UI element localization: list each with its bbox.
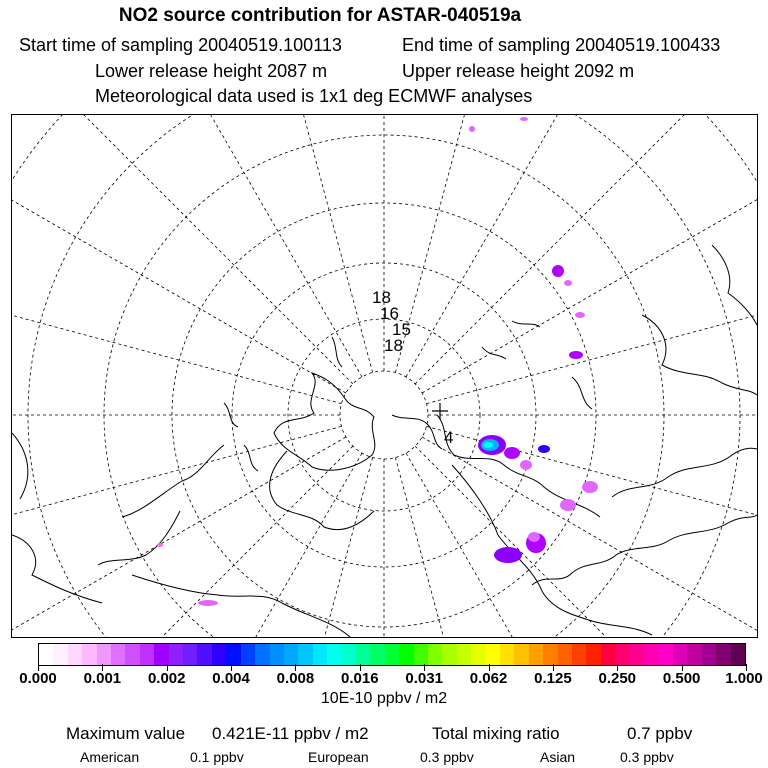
upper-release-label: Upper release height 2092 m bbox=[402, 61, 635, 81]
max-value: 0.421E-11 ppbv / m2 bbox=[212, 724, 369, 743]
color-scale-tick-label: 0.500 bbox=[662, 670, 701, 687]
color-swatch bbox=[558, 644, 572, 665]
color-scale-tick-label: 0.008 bbox=[276, 670, 315, 687]
total-mixing-label: Total mixing ratio bbox=[432, 724, 560, 743]
color-swatch bbox=[543, 644, 557, 665]
meridian-line bbox=[427, 182, 757, 404]
color-scale-tick-label: 0.002 bbox=[147, 670, 186, 687]
region-value-european: 0.3 ppbv bbox=[420, 749, 474, 765]
max-value-label: Maximum value bbox=[66, 724, 186, 743]
track-label: 16 bbox=[380, 304, 399, 323]
region-value-asian: 0.3 ppbv bbox=[620, 749, 674, 765]
color-swatch bbox=[313, 644, 327, 665]
meridian-line bbox=[406, 453, 757, 637]
color-scale-units: 10E-10 ppbv / m2 bbox=[320, 690, 448, 707]
start-time-label: Start time of sampling 20040519.100113 bbox=[19, 35, 342, 55]
meridian-line bbox=[12, 426, 341, 637]
color-swatch bbox=[125, 644, 139, 665]
chart-title: NO2 source contribution for ASTAR-040519a bbox=[118, 5, 522, 26]
color-swatch bbox=[500, 644, 514, 665]
color-swatch bbox=[82, 644, 96, 665]
map-canvas bbox=[12, 115, 757, 637]
color-scale-tick-label: 0.031 bbox=[405, 670, 443, 687]
meridian-line bbox=[151, 115, 373, 372]
color-swatch bbox=[111, 644, 125, 665]
color-swatch bbox=[414, 644, 428, 665]
color-swatch bbox=[399, 644, 413, 665]
color-swatch bbox=[615, 644, 629, 665]
color-swatch bbox=[731, 644, 745, 665]
meridian-line bbox=[415, 115, 757, 384]
color-swatch bbox=[255, 644, 269, 665]
meridian-line bbox=[12, 446, 353, 637]
color-swatch bbox=[356, 644, 370, 665]
color-swatch bbox=[68, 644, 82, 665]
meridian-line bbox=[422, 437, 757, 637]
meridian-line bbox=[395, 115, 617, 372]
color-swatch bbox=[428, 644, 442, 665]
track-label: 15 bbox=[392, 320, 411, 339]
color-swatch bbox=[39, 644, 53, 665]
color-swatch bbox=[586, 644, 600, 665]
color-swatch bbox=[183, 644, 197, 665]
region-name-asian: Asian bbox=[540, 749, 576, 765]
color-swatch bbox=[270, 644, 284, 665]
color-swatch bbox=[644, 644, 658, 665]
color-swatch bbox=[471, 644, 485, 665]
meridian-line bbox=[406, 115, 757, 377]
color-swatch bbox=[673, 644, 687, 665]
end-time-label: End time of sampling 20040519.100433 bbox=[402, 35, 721, 55]
color-scale-tick-label: 1.000 bbox=[725, 670, 763, 687]
color-scale-tick-label: 0.016 bbox=[341, 670, 379, 687]
polar-map bbox=[11, 114, 758, 638]
color-scale-tick-label: 0.062 bbox=[469, 670, 508, 687]
color-scale-tick-label: 0.004 bbox=[212, 670, 250, 687]
color-swatch bbox=[486, 644, 500, 665]
color-swatch bbox=[716, 644, 730, 665]
meridian-line bbox=[12, 453, 362, 637]
color-scale-tick-label: 0.001 bbox=[83, 670, 122, 687]
color-scale-tick-label: 0.000 bbox=[19, 670, 57, 687]
latitude-circle bbox=[12, 115, 757, 637]
color-swatch bbox=[197, 644, 211, 665]
color-swatch bbox=[154, 644, 168, 665]
color-swatch bbox=[241, 644, 255, 665]
color-swatch bbox=[97, 644, 111, 665]
graticule bbox=[12, 115, 757, 637]
total-mixing-value: 0.7 ppbv bbox=[627, 724, 693, 743]
track-label: 18 bbox=[372, 288, 391, 307]
color-swatch bbox=[529, 644, 543, 665]
meridian-line bbox=[151, 458, 373, 637]
color-swatch bbox=[687, 644, 701, 665]
color-swatch bbox=[53, 644, 67, 665]
color-swatch bbox=[342, 644, 356, 665]
meridian-line bbox=[12, 115, 346, 393]
color-swatch bbox=[385, 644, 399, 665]
marker-label: 4 bbox=[444, 428, 454, 447]
region-name-american: American bbox=[80, 749, 140, 765]
color-swatch bbox=[457, 644, 471, 665]
color-scale-bar bbox=[38, 643, 746, 666]
meridian-line bbox=[422, 115, 757, 393]
color-swatch bbox=[212, 644, 226, 665]
plume-areas bbox=[157, 117, 598, 606]
color-scale-tick-label: 0.250 bbox=[598, 670, 637, 687]
color-swatch bbox=[702, 644, 716, 665]
color-swatch bbox=[327, 644, 341, 665]
color-swatch bbox=[658, 644, 672, 665]
color-swatch bbox=[572, 644, 586, 665]
color-swatch bbox=[140, 644, 154, 665]
region-name-european: European bbox=[308, 749, 369, 765]
color-swatch bbox=[298, 644, 312, 665]
color-swatch bbox=[169, 644, 183, 665]
color-swatch bbox=[442, 644, 456, 665]
color-swatch bbox=[284, 644, 298, 665]
meridian-line bbox=[12, 115, 353, 384]
color-swatch bbox=[226, 644, 240, 665]
meridian-line bbox=[415, 446, 757, 637]
color-swatch bbox=[601, 644, 615, 665]
color-swatch bbox=[370, 644, 384, 665]
lower-release-label: Lower release height 2087 m bbox=[95, 61, 328, 81]
met-data-label: Meteorological data used is 1x1 deg ECMWF analyses bbox=[95, 86, 533, 106]
latitude-circle bbox=[340, 371, 428, 459]
meridian-line bbox=[12, 437, 346, 637]
color-swatch bbox=[514, 644, 528, 665]
flight-track bbox=[372, 288, 453, 447]
track-label: 18 bbox=[384, 336, 403, 355]
color-swatch bbox=[630, 644, 644, 665]
color-scale-tick-label: 0.125 bbox=[534, 670, 572, 687]
region-value-american: 0.1 ppbv bbox=[190, 749, 244, 765]
